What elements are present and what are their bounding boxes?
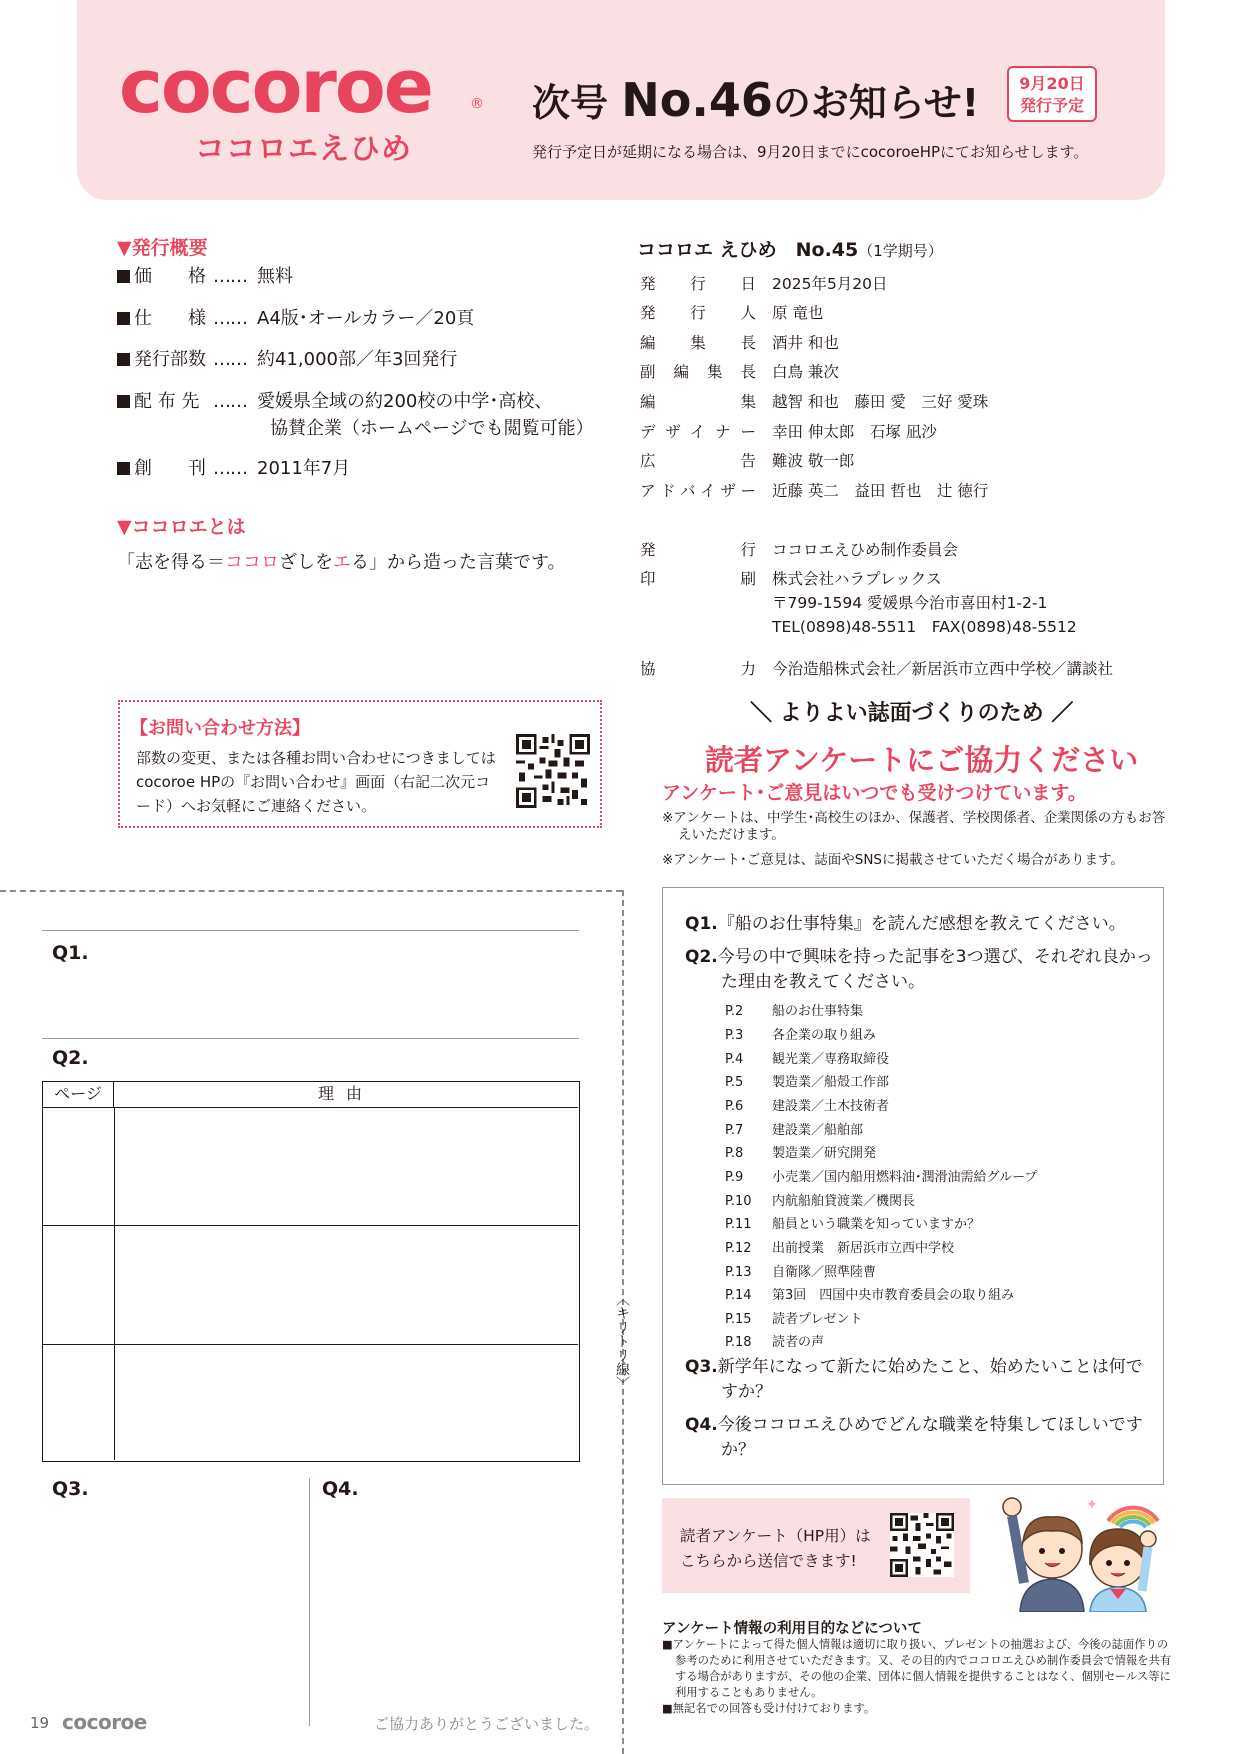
svg-text:✦: ✦ — [1086, 1497, 1098, 1513]
bullet-square-icon — [117, 353, 130, 366]
page-list-item: P.7 建設業／船舶部 — [725, 1123, 864, 1138]
spec-row-circulation: 発行部数 …… 約41,000部／年3回発行 — [117, 347, 457, 373]
reason-input-1[interactable] — [115, 1109, 577, 1224]
spec-label: 価 格 — [134, 266, 206, 287]
page-list-item: P.2 船のお仕事特集 — [725, 1004, 864, 1019]
answer-divider — [309, 1478, 310, 1726]
page-list-item: P.9 小売業／国内船用燃料油･潤滑油需給グループ — [725, 1170, 1038, 1185]
spec-value: 約41,000部／年3回発行 — [257, 349, 458, 370]
next-prefix: 次号 — [532, 81, 609, 125]
delay-note: 発行予定日が延期になる場合は、9月20日までにcocoroeHPにてお知らせします。 — [532, 143, 1089, 161]
spec-label: 創 刊 — [134, 458, 206, 479]
magazine-title: ココロエ えひめ No.45（1学期号） — [637, 239, 943, 261]
answer-rule — [42, 1038, 579, 1039]
spec-row-price: 価 格 …… 無料 — [117, 264, 293, 290]
spec-row-format: 仕 様 …… A4版･オールカラー／20頁 — [117, 306, 474, 332]
next-issue-number: No.46 — [621, 73, 773, 127]
table-row-divider — [43, 1225, 578, 1226]
cut-line-horizontal — [0, 890, 622, 892]
inquiry-title: 【お問い合わせ方法】 — [130, 718, 310, 739]
staff-row: 編集長 酒井 和也 — [640, 334, 839, 352]
print-address: 〒799-1594 愛媛県今治市喜田村1-2-1 — [772, 594, 1048, 612]
about-text: 「志を得る＝ココロざしをエる」から造った言葉です。 — [117, 552, 566, 573]
spec-row-founded: 創 刊 …… 2011年7月 — [117, 456, 350, 482]
bullet-square-icon — [117, 312, 130, 325]
page-list-item: P.4 観光業／専務取締役 — [725, 1052, 890, 1067]
question-box — [662, 887, 1164, 1485]
logo-subtitle: ココロエえひめ — [195, 132, 412, 167]
hp-enquete-box — [662, 1498, 970, 1593]
cooperation-row: 協力 今治造船株式会社／新居浜市立西中学校／講談社 — [640, 660, 1114, 678]
enquete-subtitle: アンケート･ご意見はいつでも受けつけています。 — [662, 782, 1087, 804]
reason-input-2[interactable] — [115, 1227, 577, 1343]
privacy-heading: アンケート情報の利用目的などについて — [662, 1621, 922, 1637]
reason-input-3[interactable] — [115, 1346, 577, 1460]
spec-label: 仕 様 — [134, 308, 206, 329]
page-list-item: P.12 出前授業 新居浜市立西中学校 — [725, 1241, 955, 1256]
page-list-item: P.6 建設業／土木技術者 — [725, 1099, 890, 1114]
bullet-square-icon — [117, 270, 130, 283]
answer-table — [42, 1081, 580, 1462]
enquete-note: ※アンケート･ご意見は、誌面やSNSに掲載させていただく場合があります。 — [662, 852, 1124, 868]
release-label: 発行予定 — [1019, 96, 1084, 115]
spec-label: 発行部数 — [134, 349, 206, 370]
col-page-header: ページ — [43, 1082, 114, 1108]
spec-label: 配 布 先 — [134, 391, 200, 412]
page-list-item: P.11 船員という職業を知っていますか？ — [725, 1217, 981, 1232]
thanks-text: ご協力ありがとうございました。 — [374, 1715, 600, 1733]
table-row-divider — [43, 1344, 578, 1345]
spec-value: 愛媛県全域の約200校の中学･高校、 — [257, 391, 553, 412]
page-list-item: P.14 第3回 四国中央市教育委員会の取り組み — [725, 1288, 1015, 1303]
page-list-item: P.18 読者の声 — [725, 1335, 825, 1350]
staff-row: デザイナー 幸田 伸太郎 石塚 凪沙 — [640, 423, 937, 441]
enquete-title: 読者アンケートにご協力ください — [705, 743, 1139, 777]
spec-row-distribution: 配 布 先 …… 愛媛県全域の約200校の中学･高校、 — [117, 389, 552, 415]
spec-value: 無料 — [257, 266, 293, 287]
print-phone: TEL(0898)48-5511 FAX(0898)48-5512 — [772, 618, 1077, 636]
spec-value: 2011年7月 — [257, 458, 351, 479]
hp-enquete-text: 読者アンケート（HP用）は こちらから送信できます! — [680, 1527, 871, 1570]
publisher-row: 発行 ココロエえひめ制作委員会 — [640, 541, 959, 559]
spec-value: A4版･オールカラー／20頁 — [257, 308, 475, 329]
page-list-item: P.15 読者プレゼント — [725, 1312, 863, 1327]
qr-code-icon[interactable] — [890, 1513, 954, 1577]
spec-value-cont: 協賛企業（ホームページでも閲覧可能） — [270, 418, 594, 439]
registered-mark: ® — [470, 96, 484, 112]
staff-row: 発行人 原 竜也 — [640, 304, 824, 322]
question-2: Q2.今号の中で興味を持った記事を3つ選び、それぞれ良かった理由を教えてください。 — [685, 947, 1153, 992]
slogan: ＼ よりよい誌面づくりのため ／ — [750, 701, 1074, 726]
answer-q3-label: Q3. — [52, 1478, 89, 1500]
answer-q1-label: Q1. — [52, 942, 89, 964]
next-issue-title — [532, 72, 979, 127]
staff-row: 広告 難波 敬一郎 — [640, 452, 855, 470]
bullet-square-icon — [117, 395, 130, 408]
staff-row: アドバイザー 近藤 英二 益田 哲也 辻 徳行 — [640, 482, 989, 500]
next-suffix: のお知らせ! — [772, 81, 980, 125]
privacy-text: ■アンケートによって得た個人情報は適切に取り扱い、プレゼントの抽選および、今後の誌面作りの参考のために利用させていただきます。又、その目的内でココロエえひめ制作委員会で情報を共有する場合がありますが、その他の企業、団体に個人情報を提供することはなく、個別セールス等に利用することもありません。 — [662, 1638, 1172, 1699]
question-4: Q4.今後ココロエえひめでどんな職業を特集してほしいですか？ — [685, 1415, 1143, 1460]
cocoroe-logo: cocoroe — [119, 44, 432, 130]
staff-row: 編集 越智 和也 藤田 愛 三好 愛珠 — [640, 393, 989, 411]
question-1: Q1.『船のお仕事特集』を読んだ感想を教えてください。 — [685, 914, 1126, 934]
question-3: Q3.新学年になって新たに始めたこと、始めたいことは何ですか？ — [685, 1357, 1143, 1402]
page-list-item: P.5 製造業／船殻工作部 — [725, 1075, 890, 1090]
page-number: 19 — [30, 1714, 50, 1732]
cut-line-label: 〈キリトリ線〉 — [614, 1292, 630, 1390]
inquiry-text: 部数の変更、または各種お問い合わせにつきましてはcocoroe HPの『お問い合わせ』画面（右記二次元コード）へお気軽にご連絡ください。 — [136, 749, 496, 815]
answer-rule — [42, 930, 579, 931]
page-list-item: P.8 製造業／研究開発 — [725, 1146, 877, 1161]
qr-code-icon[interactable] — [516, 734, 590, 808]
col-reason-header: 理由 — [114, 1082, 578, 1108]
staff-row: 発行日 2025年5月20日 — [640, 275, 888, 293]
privacy-text-2: ■無記名での回答も受け付けております。 — [662, 1702, 876, 1715]
release-date-badge — [1007, 66, 1097, 122]
page-list-item: P.13 自衛隊／照準陸曹 — [725, 1265, 877, 1280]
answer-q2-label: Q2. — [52, 1047, 89, 1069]
inquiry-box — [118, 700, 602, 828]
print-row: 印刷 株式会社ハラプレックス — [640, 570, 942, 588]
overview-heading: ▼発行概要 — [117, 237, 208, 259]
enquete-note: ※アンケートは、中学生･高校生のほか、保護者、学校関係者、企業関係の方もお答えいただけます。 — [662, 810, 1166, 843]
footer-logo: cocoroe — [62, 1710, 147, 1734]
students-illustration — [990, 1487, 1165, 1612]
release-date: 9月20日 — [1019, 74, 1085, 93]
answer-q4-label: Q4. — [322, 1478, 359, 1500]
bullet-square-icon — [117, 462, 130, 475]
page-list-item: P.10 内航船舶貸渡業／機関長 — [725, 1194, 916, 1209]
about-heading: ▼ココロエとは — [117, 516, 246, 538]
page-list-item: P.3 各企業の取り組み — [725, 1028, 877, 1043]
staff-row: 副編集長 白鳥 兼次 — [640, 363, 839, 381]
header-banner — [77, 0, 1165, 200]
